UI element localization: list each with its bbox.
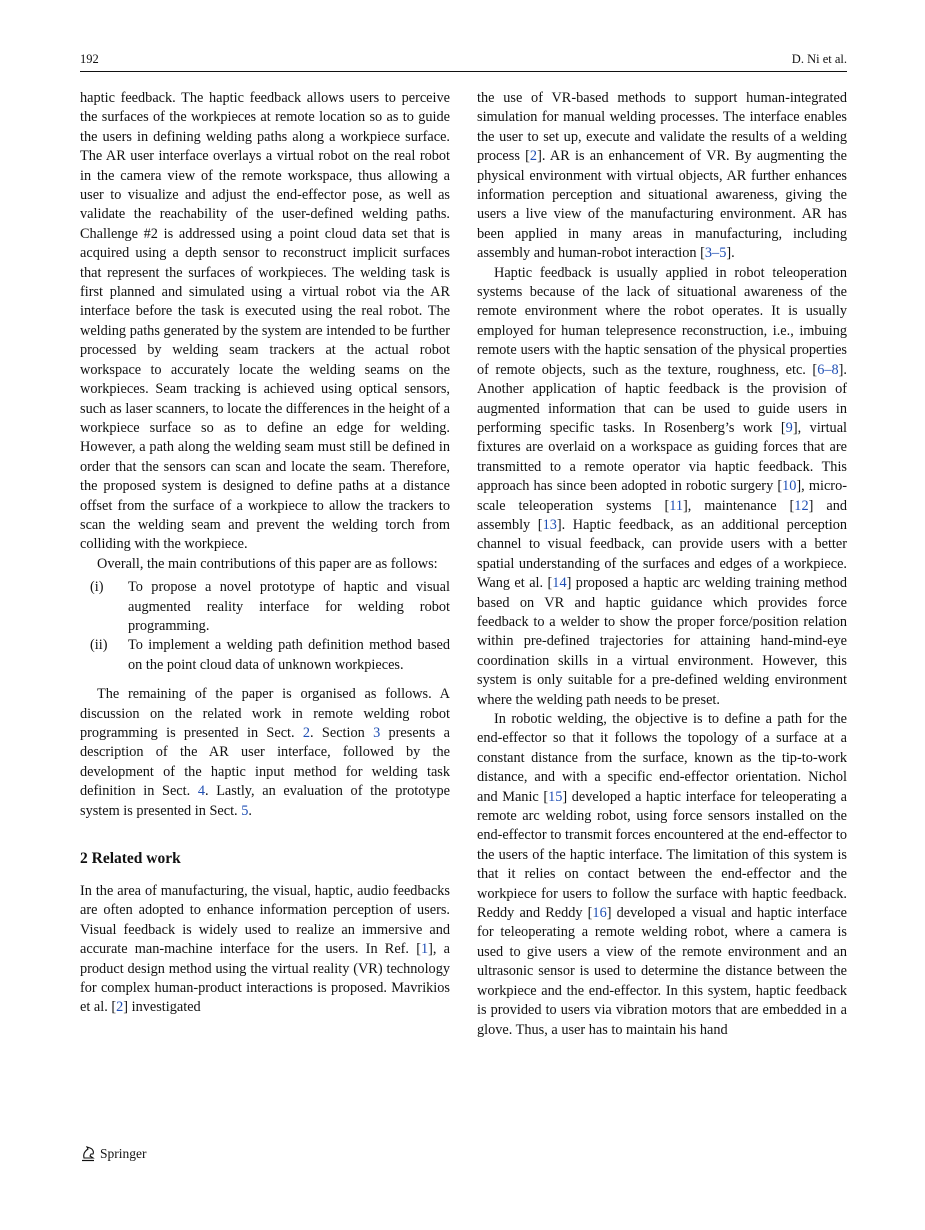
text-segment: ] developed a visual and haptic interface for teleoperating a remote welding robot, where a camera is used to give users a view of the remote environment and an ultrasonic sensor is used to determine the distance between the workpiece and the end-effector. In this system, haptic feedback is provided to users via vibration motors that are embedded in a glove. Thus, a user has to maintain his hand (477, 905, 848, 1038)
running-head: D. Ni et al. (791, 52, 847, 66)
running-header (80, 50, 847, 72)
text-segment: ], maintenance [ (682, 497, 795, 514)
text-segment: ] and assembly [ (477, 497, 847, 533)
paragraph (80, 555, 450, 574)
springer-logo-icon (80, 1145, 96, 1163)
citation-link[interactable]: 13 (542, 516, 557, 533)
page-number: 192 (80, 52, 99, 66)
list-number: (ii) (90, 637, 108, 654)
paragraph (477, 264, 847, 710)
text-segment: . Lastly, an evaluation of the prototype system is presented in Sect. (80, 783, 450, 819)
citation-link[interactable]: 3–5 (704, 245, 727, 262)
citation-link[interactable]: 11 (669, 497, 683, 514)
list-item (80, 636, 450, 675)
list-item (80, 578, 450, 636)
text-segment: ] investigated (123, 999, 201, 1016)
publisher-name: Springer (100, 1146, 147, 1161)
text-segment: ]. (726, 245, 735, 262)
list-text: To implement a welding path definition method based on the point cloud data of unknown workpieces. (128, 637, 450, 673)
text-segment: . (248, 802, 252, 819)
text-segment: ]. AR is an enhancement of VR. By augmenting the physical environment with virtual objects, AR further enhances information perception and situational awareness, giving the users a live view of the manufacturing environment. AR has been applied in many areas in manufacturing, including assembly and human-robot interaction [ (477, 148, 847, 262)
text-segment: The remaining of the paper is organised as follows. A discussion on the related work in remote welding robot programming is presented in Sect. (80, 686, 450, 741)
text-segment: ]. Haptic feedback, as an additional perception channel to visual feedback, can provide users with a better spatial understanding of the surfaces and edges of a workpiece. Wang et al. [ (477, 516, 848, 592)
contributions-list (80, 578, 450, 675)
paragraph (80, 685, 450, 821)
citation-link[interactable]: 6–8 (817, 361, 839, 378)
text-segment: ] developed a haptic interface for teleoperating a remote arc welding robot, using force sensors installed on the end-effector to transmit forces encountered at the end-effector to the users of the haptic interface. The limitation of this system is that it relies on contact between the end-effector and the workpiece for users to follow the surface with haptic feedback. Reddy and Reddy [ (477, 788, 848, 922)
left-column (80, 89, 450, 1018)
list-text: To propose a novel prototype of haptic and visual augmented reality interface for welding robot programming. (128, 579, 450, 634)
citation-link[interactable]: 2 (302, 725, 311, 741)
text-segment: Haptic feedback is usually applied in robot teleoperation systems because of the lack of situational awareness of the remote environment where the robot operates. It is usually employed for human telepresence reconstruction, i.e., imbuing remote users with the haptic sensation of the physical properties of remote objects, such as the texture, roughness, etc. [ (477, 264, 847, 378)
list-number: (i) (90, 579, 104, 596)
citation-link[interactable]: 2 (529, 148, 538, 165)
text-segment: ] proposed a haptic arc welding training method based on VR and haptic guidance which provides force feedback to a welder to show the proper force/position relation within pre-defined trajectories for attaining hand-mind-eye coordination skills in a virtual environment. However, this system is only suitable for a pre-defined welding environment where the welding path needs to be preset. (477, 575, 847, 708)
citation-link[interactable]: 5 (241, 802, 249, 819)
text-segment: ], micro-scale teleoperation systems [ (477, 478, 847, 514)
citation-link[interactable]: 10 (782, 478, 797, 495)
citation-link[interactable]: 3 (373, 725, 381, 741)
paragraph (477, 710, 847, 1040)
right-column (477, 89, 847, 1040)
text-segment: presents a description of the AR user interface, followed by the development of the haptic input method for welding task definition in Sect. (80, 725, 451, 800)
section-heading: 2 Related work (80, 850, 181, 868)
paragraph (477, 89, 847, 264)
citation-link[interactable]: 12 (794, 497, 809, 514)
text-segment: In robotic welding, the objective is to define a path for the end-effector so that it follows the topology of a surface at a constant distance from the surface, known as the tip-to-work distance, and with a specific end-effector orientation. Nichol and Manic [ (477, 711, 847, 805)
citation-link[interactable]: 4 (197, 783, 205, 800)
text-segment: ]. Another application of haptic feedback is the provision of augmented information that can be used to guide users in performing specific tasks. In Rosenberg’s work [ (477, 361, 847, 436)
text-segment: ], a product design method using the virtual reality (VR) technology for complex human-product interactions is proposed. Mavrikios et al. [ (80, 941, 451, 1016)
citation-link[interactable]: 16 (592, 905, 607, 922)
text-segment: Overall, the main contributions of this paper are as follows: (97, 555, 438, 572)
citation-link[interactable]: 15 (548, 788, 563, 805)
text-segment: haptic feedback. The haptic feedback allows users to perceive the surfaces of the workpieces at remote location so as to guide the users in defining welding paths along a workpiece surface. The AR user interface overlays a virtual robot on the real robot in the camera view of the remote workspace, thus allowing a user to visualize and adjust the end-effector pose, as well as validate the reachability of the user-defined welding paths. Challenge #2 is addressed using a point cloud data set that is acquired using a depth sensor to reconstruct implicit surfaces that represent the surfaces of workpieces. The welding task is first planned and simulated using a virtual robot via the AR interface before the task is executed using the real robot. The welding paths generated by the system are intended to be further processed by welding seam trackers at the actual robot workspace to accurately locate the welding seams on the workpieces. Seam tracking is achieved using optical sensors, such as laser scanners, to locate the differences in the height of a workpiece surface so as to define an edge for welding. However, a path along the welding seam must still be defined in order that the sensors can scan and locate the seam. Therefore, the proposed system is designed to define paths at a distance offset from the surface of a workpiece to allow the trackers to scan the welding seam and prevent the welding torch from colliding with the workpiece. (80, 90, 450, 553)
paragraph (80, 89, 450, 555)
citation-link[interactable]: 1 (420, 941, 429, 958)
text-segment: In the area of manufacturing, the visual, haptic, audio feedbacks are often adopted to enhance information perception of users. Visual feedback is widely used to realize an immersive and accurate man-machine interface for the users. In Ref. [ (80, 883, 450, 958)
citation-link[interactable]: 9 (785, 419, 793, 436)
text-segment: ], virtual fixtures are overlaid on a workspace as guiding forces that are transmitted to a remote operator via haptic feedback. This approach has since been adopted in robotic surgery [ (477, 419, 848, 495)
paragraph (80, 882, 450, 1018)
publisher-footer (80, 1145, 147, 1163)
citation-link[interactable]: 2 (116, 999, 124, 1016)
text-segment: the use of VR-based methods to support human-integrated simulation for manual welding processes. The interface enables the user to set up, execute and validate the results of a welding process [ (477, 90, 847, 165)
text-segment: . Section (310, 725, 374, 741)
citation-link[interactable]: 14 (552, 575, 567, 592)
